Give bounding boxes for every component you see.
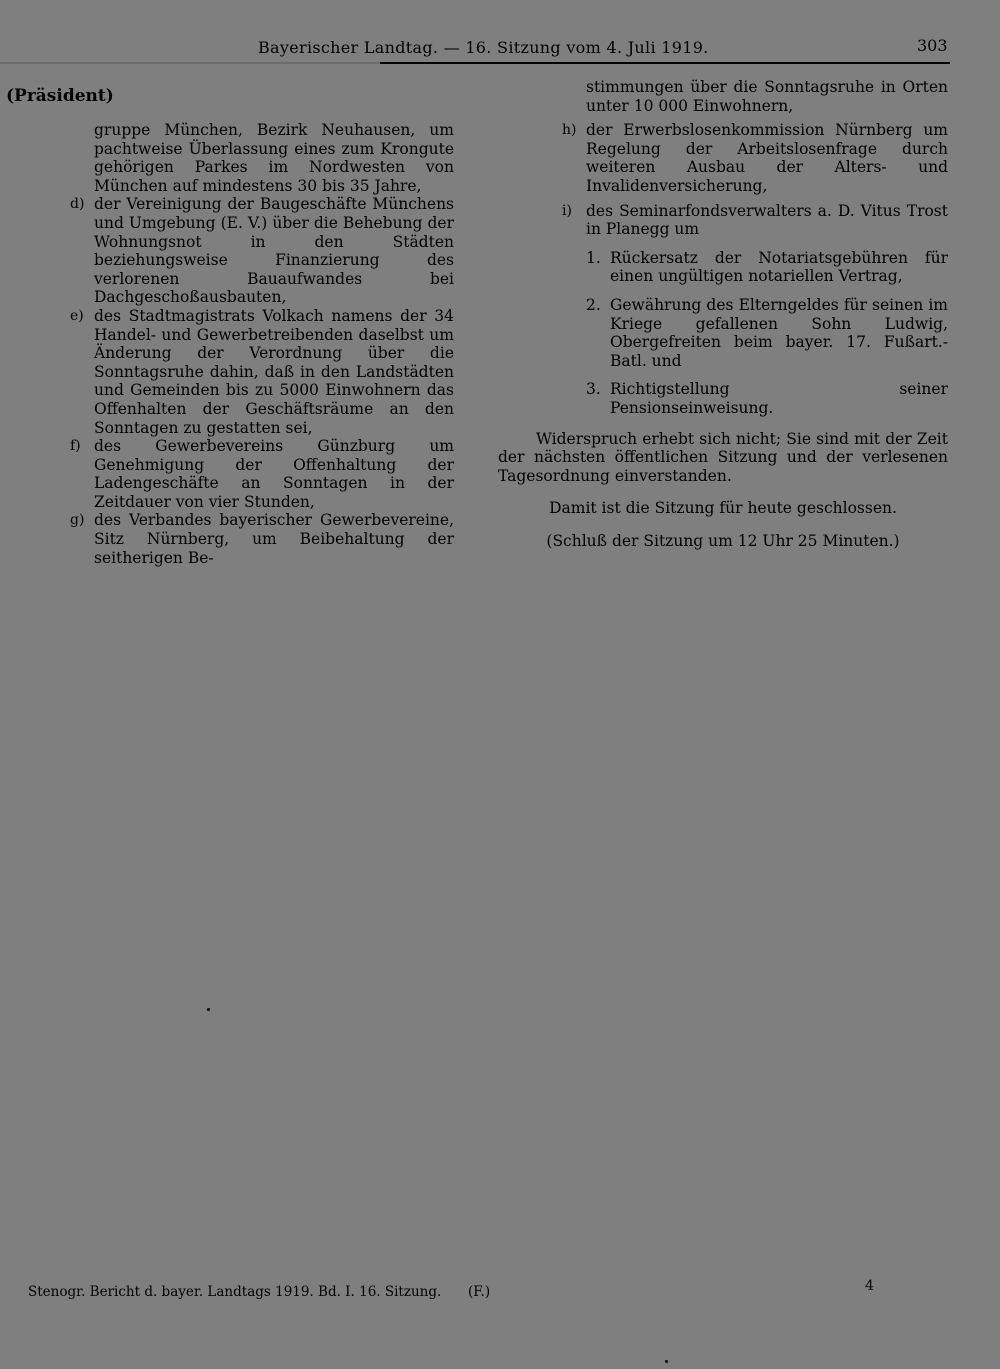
right-column (498, 78, 948, 550)
item-letter: f) (70, 438, 81, 455)
intro-paragraph: gruppe München, Bezirk Neuhausen, um pachtweise Überlassung eines zum Krongute gehörigen Parkes im Nordwesten von München auf mindestens 30 bis 35 Jahre, (94, 121, 454, 195)
list-item (70, 307, 454, 437)
item-letter: d) (70, 196, 85, 213)
sub-item-text: Richtigstellung seiner Pensionseinweisung. (610, 380, 948, 417)
continuation-paragraph: stimmungen über die Sonntagsruhe in Orten unter 10 000 Einwohnern, (586, 78, 948, 115)
list-item (498, 202, 948, 239)
item-text: der Vereinigung der Baugeschäfte Münchens und Umgebung (E. V.) über die Behebung der Wohnungsnot in den Städten beziehungsweise Finanzierung des verlorenen Bauaufwandes bei Dachgeschoßausbauten, (94, 195, 454, 307)
sub-item (498, 296, 948, 370)
item-letter: g) (70, 512, 85, 529)
running-title: Bayerischer Landtag. — 16. Sitzung vom 4. Juli 1919. (258, 38, 709, 57)
sub-item-text: Gewährung des Elterngeldes für seinen im Kriege gefallenen Sohn Ludwig, Obergefreiten beim bayer. 17. Fußart.-Batl. und (610, 295, 948, 370)
print-speck (207, 1008, 210, 1011)
signature-number: 4 (865, 1278, 874, 1294)
left-column (70, 121, 454, 567)
item-text: der Erwerbslosenkommission Nürnberg um Regelung der Arbeitslosenfrage durch weiteren Ausbau der Alters- und Invalidenversicherung, (586, 121, 948, 195)
list-item (70, 511, 454, 567)
sub-item (498, 249, 948, 286)
footer-mark: (F.) (468, 1284, 491, 1300)
list-item (70, 195, 454, 307)
footer-citation: Stenogr. Bericht d. bayer. Landtags 1919. Bd. I. 16. Sitzung. (28, 1284, 442, 1300)
sub-item (498, 380, 948, 417)
page-number: 303 (917, 36, 948, 55)
speaker-label: (Präsident) (6, 86, 114, 106)
print-speck (665, 1360, 668, 1363)
item-letter: e) (70, 307, 84, 324)
sub-item-number: 2. (586, 295, 601, 314)
sub-item-number: 3. (586, 380, 601, 399)
sub-item-text: Rückersatz der Notariatsgebühren für einen ungültigen notariellen Vertrag, (610, 248, 948, 286)
header-rule (0, 62, 950, 64)
item-letter: i) (562, 202, 572, 219)
item-text: des Stadtmagistrats Volkach namens der 34 Handel- und Gewerbetreibenden daselbst um Änderung der Verordnung über die Sonntagsruhe dahin, daß in den Landstädten und Gemeinden bis zu 5000 Einwohnern das Offenhalten der Geschäftsräume an den Sonntagen zu gestatten sei, (94, 306, 454, 437)
list-item (70, 437, 454, 511)
sub-item-number: 1. (586, 248, 601, 267)
closing-line: Damit ist die Sitzung für heute geschlossen. (549, 499, 897, 518)
item-text: des Gewerbevereins Günzburg um Genehmigung der Offenhaltung der Ladengeschäfte an Sonntagen in der Zeitdauer von vier Stunden, (94, 437, 454, 511)
consent-paragraph: Widerspruch erhebt sich nicht; Sie sind mit der Zeit der nächsten öffentlichen Sitzung und der verlesenen Tagesordnung einverstanden. (498, 429, 948, 485)
item-text: des Verbandes bayerischer Gewerbevereine, Sitz Nürnberg, um Beibehaltung der seitherigen Be- (94, 511, 454, 567)
end-note: (Schluß der Sitzung um 12 Uhr 25 Minuten.) (546, 531, 900, 550)
list-item (498, 121, 948, 195)
item-letter: h) (562, 122, 577, 139)
item-text: des Seminarfondsverwalters a. D. Vitus Trost in Planegg um (586, 201, 948, 239)
